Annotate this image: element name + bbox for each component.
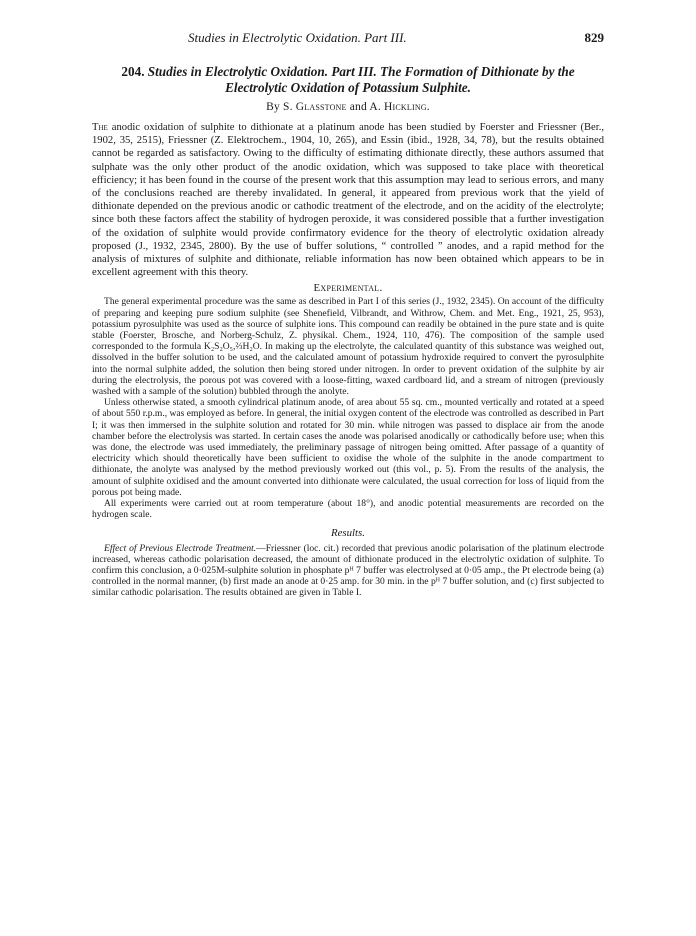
running-head — [92, 30, 604, 48]
intro-text: anodic oxidation of sulphite to dithionate at a platinum anode has been studied by Foerster and Friessner (Ber., 1902, 35, 2515), Friessner (Z. Elektrochem., 1904, 10, 265), and Essin (ibid., 1928, 34, 78), but the results obtained cannot be regarded as satisfactory. Owing to the difficulty of estimating dithionate directly, these authors assumed that sulphate was the only other product of the anodic oxidation, which was supposed to take place with theoretical efficiency; it has been found in the course of the present work that this assumption may lead to serious errors, and many of the conclusions reached are thereby invalidated. In general, it appeared from previous work that the yield of dithionate depended on the previous anodic or cathodic treatment of the electrode, and on the acidity of the electrolyte; since both these factors affect the stability of hydrogen peroxide, it was considered possible that a further investigation of the oxidation of sulphite would provide confirmatory evidence for the theory of electrolytic oxidation already proposed (J., 1932, 2345, 2800). By the use of buffer solutions, “ controlled ” anodes, and a rapid method for the analysis of mixtures of sulphite and dithionate, reliable information has now been obtained which appears to be in excellent agreement with this theory. — [92, 122, 604, 279]
byline-suffix: . — [426, 101, 430, 113]
results-lead: Effect of Previous Electrode Treatment. — [104, 542, 257, 554]
results-heading: Results. — [331, 526, 365, 539]
article-title — [92, 64, 604, 96]
experimental-paragraph-1: The general experimental procedure was the same as described in Part I of this series (J., 1932, 2345). On account of the difficulty of preparing and keeping pure sodium sulphite (see Shenefield, Vilbrandt, and Withrow, Chem. and Met. Eng., 1921, 25, 953), potassium pyrosulphite was used as the source of sulphite ions. This compound can readily be obtained in the pure state and is quite stable (Foerster, Brosche, and Norberg-Schulz, Z. physikal. Chem., 1924, 110, 476). The composition of the sample used corresponded to the formula K₂S₂O₅,⅔H₂O. In making up the electrolyte, the calculated quantity of this substance was weighed out, dissolved in the buffer solution to be used, and the calculated amount of potassium hydroxide required to convert the pyrosulphite into the normal sulphite added, the solution then being stored under nitrogen. In order to prevent oxidation of the sulphite by air during the electrolysis, the porous pot was covered with a loose-fitting, waxed cardboard lid, and a stream of nitrogen (previously washed with a sample of the solution) bubbled through the anolyte. — [92, 296, 604, 398]
byline — [92, 101, 604, 113]
intro-lead: The — [92, 122, 108, 133]
journal-page — [92, 30, 604, 599]
experimental-heading: Experimental. — [313, 282, 383, 295]
running-head-title: Studies in Electrolytic Oxidation. Part III. — [188, 30, 407, 45]
article-title-text: Studies in Electrolytic Oxidation. Part III. The Formation of Dithionate by the Electrolytic Oxidation of Potassium Sulphite. — [147, 64, 575, 95]
page-number: 829 — [584, 30, 604, 45]
results-text: —Friessner (loc. cit.) recorded that previous anodic polarisation of the platinum electrode increased, whereas cathodic polarisation decreased, the amount of dithionate produced in the electrolytic oxidation of sulphite. To confirm this conclusion, a 0·025M-sulphite solution in phosphate pᴴ 7 buffer was electrolysed at 0·05 amp., the Pt electrode being (a) controlled in the normal manner, (b) first made an anode at 0·25 amp. for 30 min. in the pᴴ 7 buffer solution, and (c) first subjected to similar cathodic polarisation. The results obtained are given in Table I. — [92, 542, 605, 599]
author-hickling: Hickling — [384, 101, 427, 113]
download-watermark — [0, 0, 24, 936]
byline-and: and A. — [346, 101, 384, 113]
experimental-paragraph-3: All experiments were carried out at room temperature (about 18°), and anodic potential measurements are recorded on the hydrogen scale. — [92, 498, 604, 521]
article-number: 204. — [121, 64, 145, 79]
byline-prefix: By S. — [266, 101, 296, 113]
experimental-paragraph-2: Unless otherwise stated, a smooth cylindrical platinum anode, of area about 55 sq. cm., mounted vertically and rotated at a speed of about 550 r.p.m., was employed as before. In general, the initial oxygen content of the electrode was controlled as described in Part I; it was then immersed in the sulphite solution and rotated for 30 min. while nitrogen was passed to displace air from the anode chamber before the electrolysis was started. In certain cases the anode was polarised anodically or cathodically before use; when this was done, the electrode was used immediately, the preliminary passage of nitrogen being omitted. After passage of a quantity of electricity which should theoretically have been sufficient to oxidise the whole of the sulphite in the anode compartment to dithionate, the anolyte was analysed by the method previously worked out (this vol., p. 5). From the results of the analysis, the amount of sulphite oxidised and the amount converted into dithionate were calculated, the usual correction for loss of liquid from the porous pot being made. — [92, 397, 604, 498]
results-paragraph — [92, 543, 604, 599]
author-glasstone: Glasstone — [295, 101, 347, 113]
intro-paragraph — [92, 121, 604, 279]
